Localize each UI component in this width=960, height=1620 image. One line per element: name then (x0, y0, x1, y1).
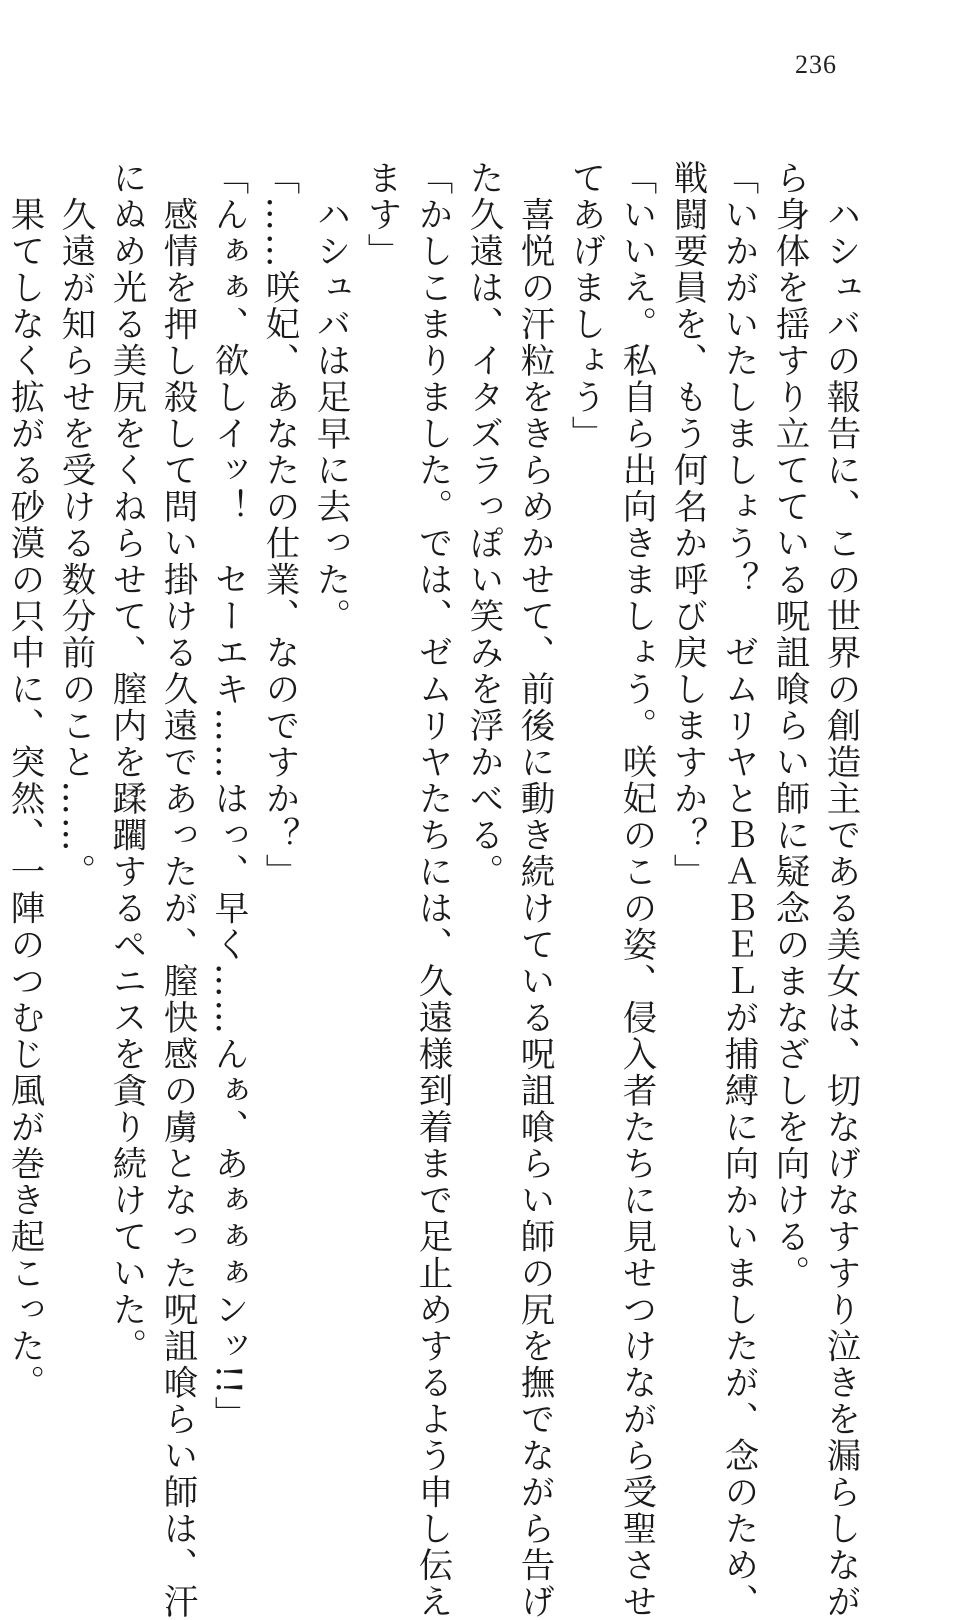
text-line: 「かしこまりました。では、ゼムリヤたちには、久遠様到着まで足止めするよう申し伝え (412, 160, 452, 1620)
text-line: ハシュバは足早に去った。 (310, 160, 350, 635)
text-line: 喜悦の汗粒をきらめかせて、前後に動き続けている呪詛喰らい師の尻を撫でながら告げ (514, 160, 554, 1620)
text-line: 感情を押し殺して問い掛ける久遠であったが、膣快感の虜となった呪詛喰らい師は、汗 (157, 160, 197, 1620)
text-line: 戦闘要員を、もう何名か呼び戻しますか？」 (667, 160, 707, 890)
text-line: ら身体を揺すり立てている呪詛喰らい師に疑念のまなざしを向ける。 (769, 160, 809, 1292)
text-line: 久遠が知らせを受ける数分前のこと……。 (55, 160, 95, 890)
text-line: 「いかがいたしましょう？ ゼムリヤとＢＡＢＥＬが捕縛に向かいましたが、念のため、 (718, 160, 758, 1620)
text-line: 果てしなく拡がる砂漠の只中に、突然、一陣のつむじ風が巻き起こった。 (4, 160, 44, 1401)
text-line: 「いいえ。私自ら出向きましょう。咲妃のこの姿、侵入者たちに見せつけながら受聖させ (616, 160, 656, 1620)
text-line: ます」 (361, 160, 401, 270)
text-line: 「……咲妃、あなたの仕業、なのですか？」 (259, 160, 299, 890)
text-line: た久遠は、イタズラっぽい笑みを浮かべる。 (463, 160, 503, 890)
page-number: 236 (795, 50, 837, 79)
vertical-text-block (4, 160, 865, 1620)
text-line: てあげましょう」 (565, 160, 605, 452)
text-line: にぬめ光る美尻をくねらせて、膣内を蹂躙するペニスを貪り続けていた。 (106, 160, 146, 1365)
text-line: 「んぁぁ、欲しイッ！ セーエキ……はっ、早く……んぁ、あぁぁぁンッ!!」 (208, 160, 248, 1433)
text-line: ハシュバの報告に、この世界の創造主である美女は、切なげなすすり泣きを漏らしなが (820, 160, 860, 1620)
